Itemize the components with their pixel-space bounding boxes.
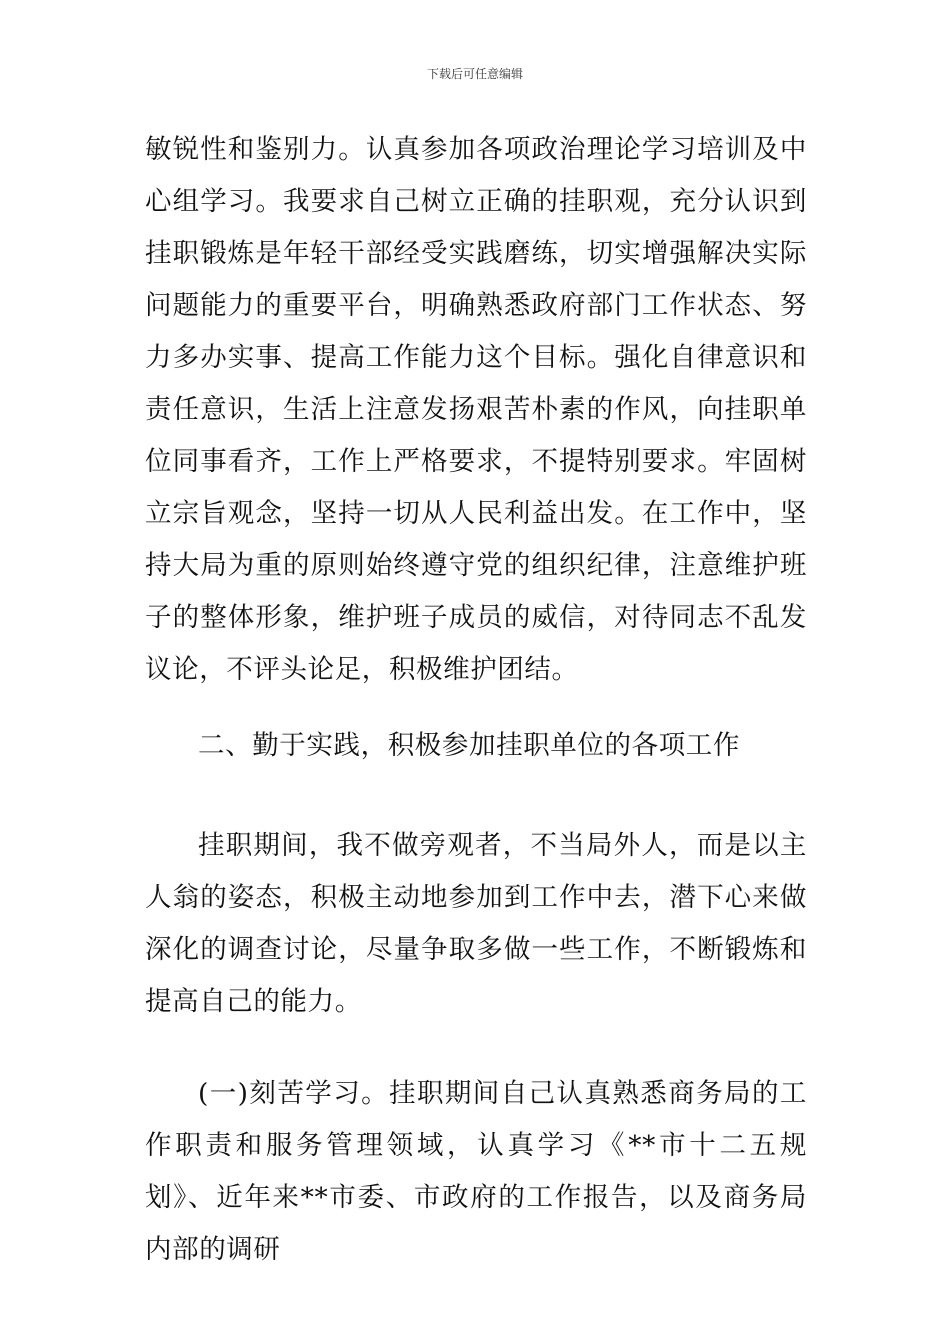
paragraph-continuation: 敏锐性和鉴别力。认真参加各项政治理论学习培训及中心组学习。我要求自己树立正确的挂职观，充分认识到挂职锻炼是年轻干部经受实践磨练，切实增强解决实际问题能力的重要平台，明确熟悉政府部门工作状态、努力多办实事、提高工作能力这个目标。强化自律意识和责任意识，生活上注意发扬艰苦朴素的作风，向挂职单位同事看齐，工作上严格要求，不提特别要求。牢固树立宗旨观念，坚持一切从人民利益出发。在工作中，坚持大局为重的原则始终遵守党的组织纪律，注意维护班子的整体形象，维护班子成员的威信，对待同志不乱发议论，不评头论足，积极维护团结。 bbox=[145, 134, 807, 685]
page-header-note: 下载后可任意编辑 bbox=[426, 67, 523, 81]
paragraph-body: 挂职期间，我不做旁观者，不当局外人，而是以主人翁的姿态，积极主动地参加到工作中去，潜下心来做深化的调查讨论，尽量争取多做一些工作，不断锻炼和提高自己的能力。 bbox=[145, 830, 807, 1017]
section-heading: 二、勤于实践，积极参加挂职单位的各项工作 bbox=[198, 730, 740, 761]
paragraph-subsection: (一)刻苦学习。挂职期间自己认真熟悉商务局的工作职责和服务管理领域，认真学习《**市十二五规划》、近年来**市委、市政府的工作报告，以及商务局内部的调研 bbox=[145, 1078, 807, 1265]
